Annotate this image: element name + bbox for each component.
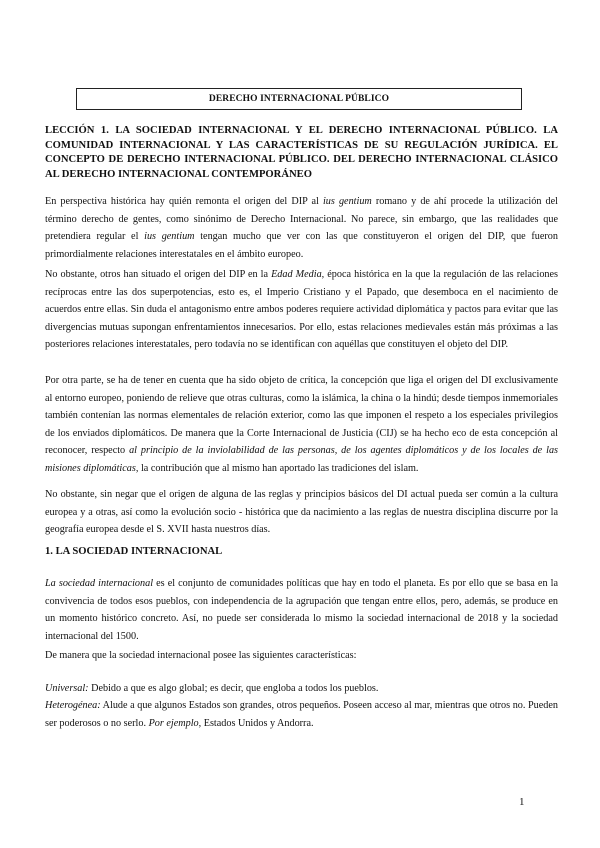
- term-inviolabilidad: al principio de la inviolabilidad de las personas, de los agentes diplomáticos y de los locales de las misiones diplomáticas,: [45, 445, 559, 474]
- paragraph-origen-comun: No obstante, sin negar que el origen de alguna de las reglas y principios básicos del DI actual pueda ser común a la cultura europea y a otras, así como la evolución socio - histórica que da nacimiento a las reglas de nuestra disciplina discurre por la geografía europea desde el S. XVII hasta nuestros días.: [45, 489, 558, 536]
- term-ius-gentium: ius gentium: [144, 231, 195, 243]
- trait-heterogenea: Heterogénea: Alude a que algunos Estados son grandes, otros pequeños. Poseen acceso al mar, mientras que otros no. Pueden ser poderosos o no serlo. Por ejemplo, Estados Unidos y Andorra.: [45, 700, 558, 729]
- course-header-box: [76, 88, 522, 110]
- paragraph-edad-media: No obstante, otros han situado el origen del DIP en la Edad Media, época histórica en la que la regulación de las relaciones recíprocas entre las dos superpotencias, esto es, el Imperio Cristiano y el Papado, que desemboca en el nacimiento de acuerdos entre ellas. Sin duda el antagonismo entre ambos poderes requiere actividad diplomática y pactos para evitar que las divergencias mutuas supongan enfrentamientos innecesarios. Por ello, estas relaciones medievales están más próximas a las posteriores relaciones interestatales, pero todavía no se identifican con aquéllas que constituyen el objeto del DIP.: [45, 269, 558, 351]
- term-ius-gentium: ius gentium: [322, 196, 372, 207]
- term-sociedad-internacional: La sociedad internacional: [45, 578, 154, 589]
- paragraph-caracteristicas-intro: De manera que la sociedad internacional posee las siguientes características:: [45, 650, 357, 661]
- section-title: 1. LA SOCIEDAD INTERNACIONAL: [45, 546, 223, 557]
- lesson-title: LECCIÓN 1. LA SOCIEDAD INTERNACIONAL Y EL DERECHO INTERNACIONAL PÚBLICO. LA COMUNIDAD INTERNACIONAL Y LAS CARACTERÍSTICAS DE SU REGULACIÓN JURÍDICA. EL CONCEPTO DE DERECHO INTERNACIONAL PÚBLICO. DEL DERECHO INTERNACIONAL CLÁSICO AL DERECHO INTERNACIONAL CONTEMPORÁNEO: [45, 125, 558, 180]
- paragraph-origin-ius-gentium: En perspectiva histórica hay quién remonta el origen del DIP al ius gentium romano y de ahí procede la utilización del término derecho de gentes, como sinónimo de Derecho Internacional. No parece, sin embargo, que las realidades que pretendiera regular el ius gentium tengan mucho que ver con las que constituyeron el origen del DIP, que fueron primordialmente relaciones interestatales en el ámbito europeo.: [45, 196, 558, 260]
- page-number: 1: [519, 796, 525, 808]
- term-edad-media: Edad Media,: [271, 269, 325, 280]
- trait-universal: Universal: Debido a que es algo global; es decir, que engloba a todos los pueblos.: [45, 683, 379, 694]
- paragraph-sociedad-internacional: La sociedad internacional es el conjunto de comunidades políticas que hay en todo el planeta. Es por ello que se basa en la convivencia de todos esos pueblos, con independencia de la agrupación que tengan entre ellos, pero, además, se produce en un momento histórico concreto. Así, no puede ser considerada lo mismo la sociedad internacional de 2018 y la sociedad internacional del 1500.: [45, 578, 558, 642]
- paragraph-critica-eurocentrismo: Por otra parte, se ha de tener en cuenta que ha sido objeto de crítica, la concepción que liga el origen del DI exclusivamente al entorno europeo, poniendo de relieve que otras culturas, como la islámica, la china o la hindú; desde tiempos inmemoriales también contenían las normas elementales de relación exterior, como las que imponen el respeto a los especiales privilegios de los enviados diplomáticos. De manera que la Corte Internacional de Justicia (CIJ) se ha hecho eco de esta concepción al reconocer, respecto al principio de la inviolabilidad de las personas, de los agentes diplomáticos y de los locales de las misiones diplomáticas, la contribución que al mismo han aportado las tradiciones del islam.: [45, 375, 559, 474]
- trait-label: Universal:: [45, 683, 89, 694]
- course-title: DERECHO INTERNACIONAL PÚBLICO: [208, 94, 390, 104]
- trait-label: Heterogénea:: [45, 700, 101, 711]
- example-label: Por ejemplo,: [148, 717, 202, 729]
